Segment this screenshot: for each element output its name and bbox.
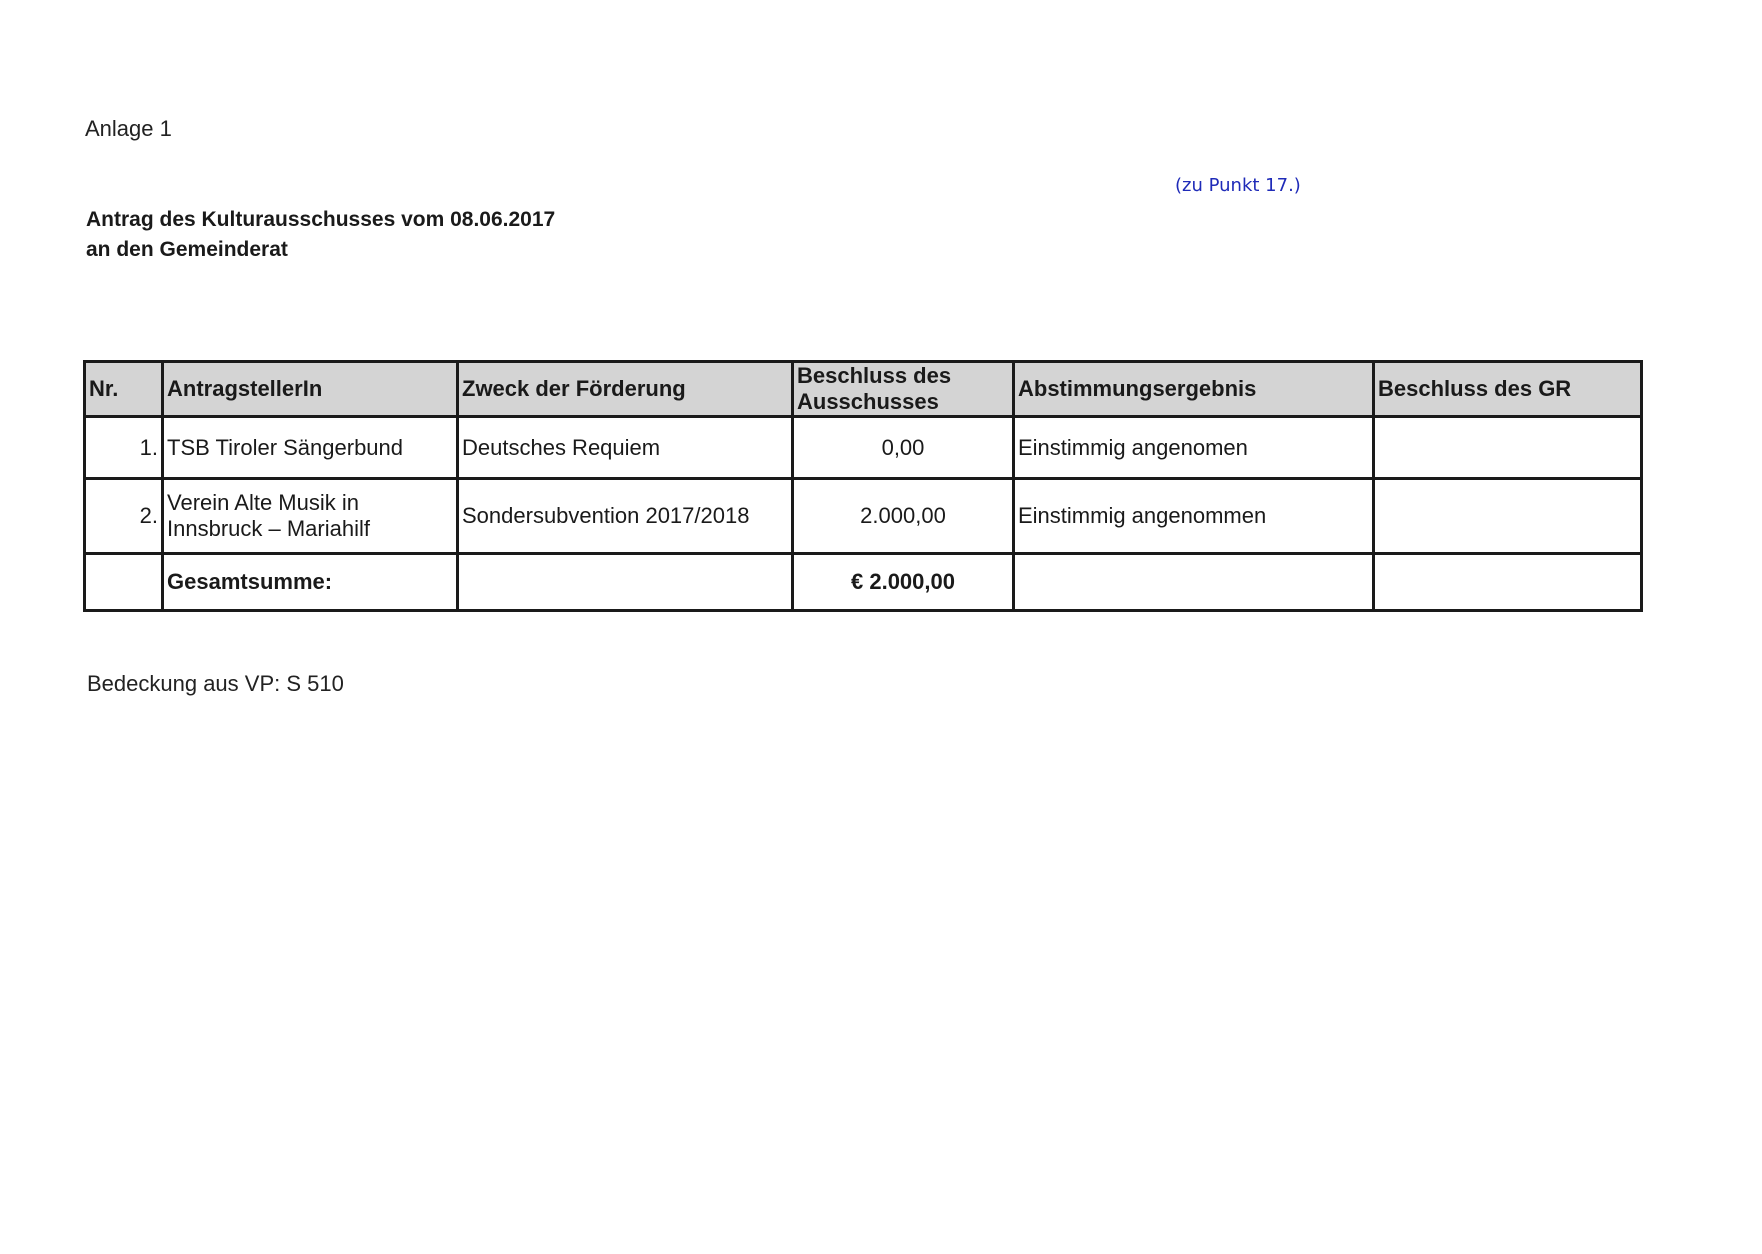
coverage-note: Bedeckung aus VP: S 510 [87,671,344,696]
cell-empty [1014,554,1374,611]
col-header-abstimmung: Abstimmungsergebnis [1014,362,1374,417]
total-row [85,554,1642,611]
cell-beschluss: 2.000,00 [793,479,1014,554]
table-header-row [85,362,1642,417]
cell-nr: 2. [85,479,163,554]
heading-line-1: Antrag des Kulturausschusses vom 08.06.2017 [86,208,556,231]
col-header-beschluss-ausschuss: Beschluss des Ausschusses [793,362,1014,417]
col-header-antragsteller: AntragstellerIn [163,362,458,417]
cell-gr [1374,479,1642,554]
funding-table [83,360,1643,612]
heading-line-2: an den Gemeinderat [86,238,288,261]
cell-empty [85,554,163,611]
table-row [85,417,1642,479]
cell-gr [1374,417,1642,479]
cell-empty [458,554,793,611]
col-header-nr: Nr. [85,362,163,417]
total-label: Gesamtsumme: [163,554,458,611]
cell-antragsteller: Verein Alte Musik in Innsbruck – Mariahilf [163,479,458,554]
col-header-zweck: Zweck der Förderung [458,362,793,417]
total-value: € 2.000,00 [793,554,1014,611]
cell-nr: 1. [85,417,163,479]
table-row [85,479,1642,554]
cell-zweck: Deutsches Requiem [458,417,793,479]
cell-empty [1374,554,1642,611]
cell-antragsteller: TSB Tiroler Sängerbund [163,417,458,479]
agenda-point-note: (zu Punkt 17.) [1175,175,1301,196]
document-heading [86,205,555,265]
cell-abstimmung: Einstimmig angenomen [1014,417,1374,479]
col-header-beschluss-gr: Beschluss des GR [1374,362,1642,417]
cell-zweck: Sondersubvention 2017/2018 [458,479,793,554]
attachment-label: Anlage 1 [85,116,172,141]
cell-abstimmung: Einstimmig angenommen [1014,479,1374,554]
cell-beschluss: 0,00 [793,417,1014,479]
